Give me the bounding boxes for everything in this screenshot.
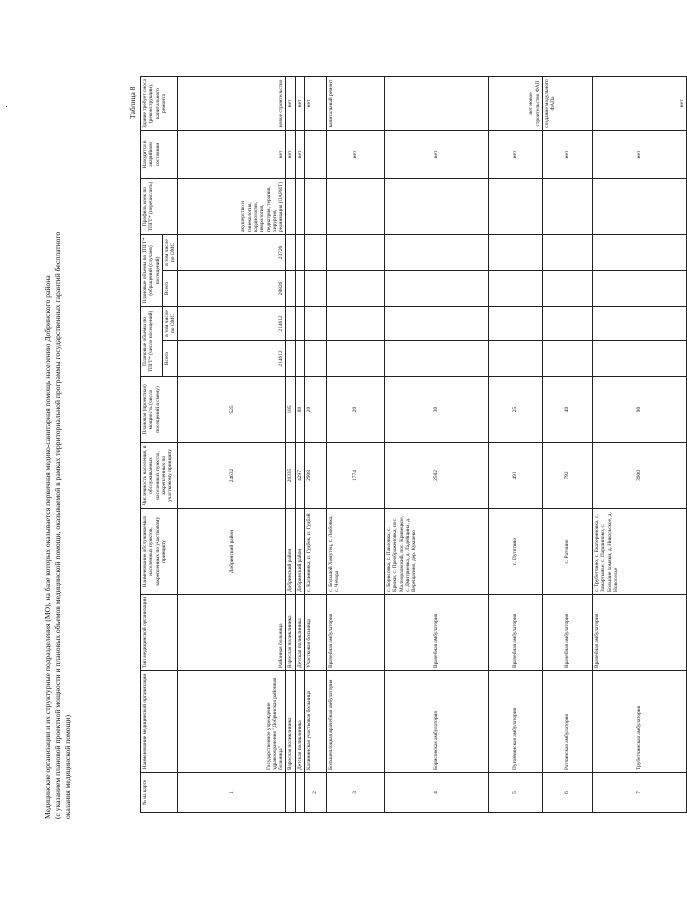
cell-type: Врачебная амбулатория	[543, 595, 593, 671]
cell-capacity: 30	[385, 377, 489, 443]
cell-oms-incl	[385, 306, 489, 340]
cell-settlements: Добринский район	[286, 509, 295, 595]
header-repair: Здание требует сноса (реконструкции), капитального ремонта	[141, 76, 178, 130]
cell-capacity: 20	[305, 377, 327, 443]
title-line-2: (с указанием плановой проектной мощности и плановых объемов медицинской помощи, оказываемой в рамках территориальной программы государственных гарантий бесплатного	[53, 231, 62, 819]
cell-visits-incl	[593, 234, 687, 270]
cell-oms-total	[295, 341, 304, 377]
cell-oms-total	[286, 341, 295, 377]
cell-settlements: с. Трубетчино, с. Екатериновка, с. Замартынье, с. Паршиново, с. Большие хомяки, д. Никольское, д. Новоселье	[593, 509, 687, 595]
cell-oms-incl	[489, 306, 543, 340]
cell-num: 1	[178, 773, 286, 813]
cell-repair: капитальный ремонт	[327, 76, 385, 130]
cell-visits-incl	[543, 234, 593, 270]
cell-oms-incl: 214612	[178, 306, 286, 340]
cell-num: 7	[593, 773, 687, 813]
header-name: Наименование медицинской организации	[141, 671, 178, 773]
cell-capacity: 40	[543, 377, 593, 443]
title-line-1: Медицинские организации и их структурные подразделения (МО), на базе которых оказывается первичная медико-санитарная помощь населению Добринского района	[43, 275, 52, 819]
facilities-table	[140, 76, 687, 813]
cell-visits-incl	[385, 234, 489, 270]
cell-oms-incl	[305, 306, 327, 340]
cell-visits-incl	[286, 234, 295, 270]
cell-type: Детская поликлиника	[295, 595, 304, 671]
header-visits-incl: в том числе по ОМС	[162, 234, 178, 270]
cell-settlements: с. Калининка, п. Гудбек, п. Гудбай	[305, 509, 327, 595]
cell-oms-total	[489, 341, 543, 377]
cell-num: 3	[327, 773, 385, 813]
cell-emergency: нет	[385, 130, 489, 178]
cell-oms-incl	[593, 306, 687, 340]
cell-visits-total	[593, 270, 687, 306]
cell-emergency: нет	[178, 130, 286, 178]
cell-visits-total	[327, 270, 385, 306]
cell-repair: нет	[286, 76, 295, 130]
header-population: Численность населения, в обслуживаемых населенных пунктах, закрепленных по участковому принципу	[141, 443, 178, 509]
cell-visits-incl	[295, 234, 304, 270]
cell-emergency: нет	[489, 130, 543, 178]
cell-type: Врачебная амбулатория	[385, 595, 489, 671]
cell-num: 2	[305, 773, 327, 813]
cell-population: 2908	[305, 443, 327, 509]
cell-profile	[543, 178, 593, 234]
cell-settlements: Добринский район	[295, 509, 304, 595]
document-title	[43, 79, 73, 819]
table-row	[286, 76, 295, 812]
header-plan-oms: Плановые объемы по ТПГГ* (число посещений)	[141, 306, 163, 376]
table-row	[543, 76, 593, 812]
cell-visits-incl	[305, 234, 327, 270]
cell-population: 3900	[593, 443, 687, 509]
header-emergency: Находится в аварийном состоянии	[141, 130, 178, 178]
cell-name: Трубетчинская амбулатория	[593, 671, 687, 773]
table-row	[327, 76, 385, 812]
cell-name: Борисовская амбулатория	[385, 671, 489, 773]
cell-settlements: с. Борисовка, с. Павловка, с. Крюки, с. Преображеновка, пос. Малоорловский, пос. Кривецкое, с. Дмитриевка, д. Ладейщина, д. Верещагино, дер. Кукшево	[385, 509, 489, 595]
cell-visits-incl: 23726	[178, 234, 286, 270]
cell-visits-total	[385, 270, 489, 306]
table-row	[178, 76, 286, 812]
cell-emergency: нет	[327, 130, 385, 178]
cell-type: Врачебная амбулатория	[327, 595, 385, 671]
title-line-3: оказания медицинской помощи)	[63, 714, 72, 819]
cell-settlements: с. Путятино	[489, 509, 543, 595]
cell-capacity: 80	[295, 377, 304, 443]
cell-oms-incl	[543, 306, 593, 340]
cell-visits-total	[305, 270, 327, 306]
cell-repair: нет	[305, 76, 327, 130]
cell-profile	[489, 178, 543, 234]
cell-repair: новое строительство	[178, 76, 286, 130]
cell-emergency: нет	[543, 130, 593, 178]
cell-population: 491	[489, 443, 543, 509]
cell-oms-total	[593, 341, 687, 377]
cell-num: 4	[385, 773, 489, 813]
cell-profile	[295, 178, 304, 234]
cell-type: Врачебная амбулатория	[489, 595, 543, 671]
cell-oms-total: 214612	[178, 341, 286, 377]
scan-dot	[6, 106, 7, 107]
cell-population: 4297	[295, 443, 304, 509]
cell-name: Большеплоцкая врачебная амбулатория	[327, 671, 385, 773]
cell-visits-incl	[327, 234, 385, 270]
cell-visits-total	[286, 270, 295, 306]
cell-oms-total	[543, 341, 593, 377]
cell-repair: нет	[295, 76, 304, 130]
cell-num	[295, 773, 304, 813]
table-row	[593, 76, 687, 812]
table-row	[305, 76, 327, 812]
cell-name: Государственное учреждение здравоохранения "Добринская районная больница"	[178, 671, 286, 773]
header-row-1	[141, 76, 163, 812]
cell-capacity: 25	[489, 377, 543, 443]
cell-profile	[593, 178, 687, 234]
cell-repair: нет новое строительство ФАП	[489, 76, 543, 130]
cell-profile	[385, 178, 489, 234]
cell-population: 1774	[327, 443, 385, 509]
cell-num: 5	[489, 773, 543, 813]
cell-oms-total	[385, 341, 489, 377]
header-oms-total: Всего	[162, 341, 178, 377]
cell-settlements: с. Ратчино	[543, 509, 593, 595]
header-profile: Профиль коек по ТПГГ* (перечислить)	[141, 178, 178, 234]
cell-repair: нет	[593, 76, 687, 130]
header-oms-incl: в том числе по ОМС	[162, 306, 178, 340]
cell-visits-total	[543, 270, 593, 306]
cell-population: 24632	[178, 443, 286, 509]
cell-type: Врачебная амбулатория	[593, 595, 687, 671]
cell-emergency: нет	[286, 130, 295, 178]
header-capacity: Плановая (проектная) мощность (число посещений в смену)	[141, 377, 178, 443]
cell-profile	[327, 178, 385, 234]
cell-name: Взрослая поликлиника	[286, 671, 295, 773]
header-visits-total: Всего	[162, 270, 178, 306]
cell-name: Пуговчинская амбулатория	[489, 671, 543, 773]
cell-oms-incl	[286, 306, 295, 340]
cell-visits-incl	[489, 234, 543, 270]
cell-name: Ратчинская амбулатория	[543, 671, 593, 773]
table-label: Таблица 8	[128, 86, 137, 119]
header-plan-visits: Плановые объемы по ТПГГ* (обращений (случаев) посещений)	[141, 234, 163, 306]
header-settlements: Наименование обслуживаемых населенных пунктов, закрепленных по участковому принципу	[141, 509, 178, 595]
cell-capacity: 90	[593, 377, 687, 443]
cell-repair	[385, 76, 489, 130]
cell-oms-total	[305, 341, 327, 377]
cell-visits-total	[295, 270, 304, 306]
cell-profile	[286, 178, 295, 234]
cell-type: Взрослая поликлиника	[286, 595, 295, 671]
cell-emergency: нет	[593, 130, 687, 178]
cell-emergency	[305, 130, 327, 178]
cell-num	[286, 773, 295, 813]
cell-emergency: нет	[295, 130, 304, 178]
cell-visits-total: 28826	[178, 270, 286, 306]
header-type: Тип медицинской организации	[141, 595, 178, 671]
cell-capacity: 525	[178, 377, 286, 443]
cell-settlements: Добринский район	[178, 509, 286, 595]
cell-type: Районная больница	[178, 595, 286, 671]
cell-capacity: 185	[286, 377, 295, 443]
cell-num: 6	[543, 773, 593, 813]
cell-name: Калининская участковая больница	[305, 671, 327, 773]
cell-settlements: с. Большой Хомутец, с. Любовка, с. Чечора	[327, 509, 385, 595]
table-row	[489, 76, 543, 812]
cell-name: Детская поликлиника	[295, 671, 304, 773]
cell-profile: акушерство и гинекология, кардиология, неврология, педиатрия, терапия, хирургия, реанимация (ОАРИТ)	[178, 178, 286, 234]
cell-oms-total	[327, 341, 385, 377]
table-row	[385, 76, 489, 812]
cell-oms-incl	[295, 306, 304, 340]
cell-visits-total	[489, 270, 543, 306]
cell-population: 2582	[385, 443, 489, 509]
cell-profile	[305, 178, 327, 234]
cell-oms-incl	[327, 306, 385, 340]
cell-capacity: 20	[327, 377, 385, 443]
cell-repair: создание модульного ФАПа	[543, 76, 593, 130]
table-row	[295, 76, 304, 812]
header-num: № на карте	[141, 773, 178, 813]
cell-population: 20335	[286, 443, 295, 509]
cell-type: Участковая больница	[305, 595, 327, 671]
cell-population: 792	[543, 443, 593, 509]
